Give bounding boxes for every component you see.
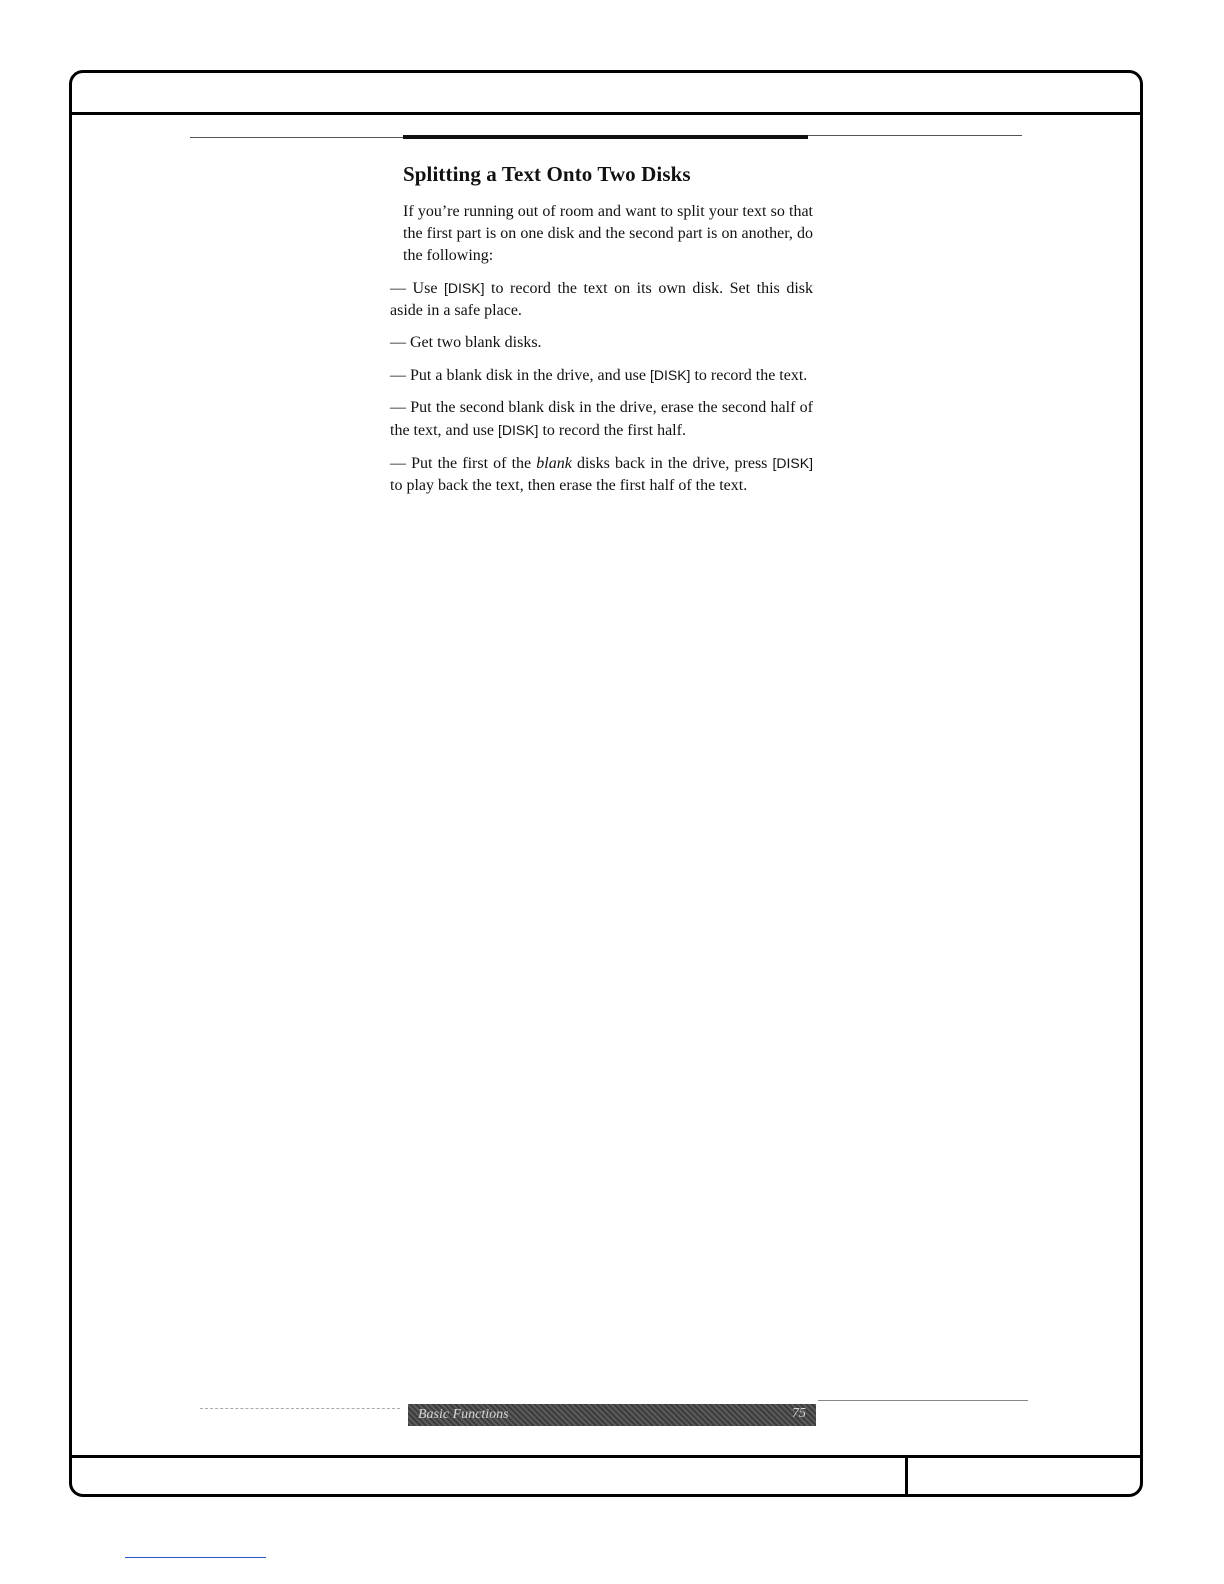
step-1 bbox=[390, 277, 813, 322]
step-1-text: — Use bbox=[390, 280, 444, 297]
step-2-text: — Get two blank disks. bbox=[390, 334, 542, 351]
disk-key-label: [DISK] bbox=[649, 367, 691, 383]
section-heading: Splitting a Text Onto Two Disks bbox=[403, 162, 691, 186]
step-3-text: — Put a blank disk in the drive, and use bbox=[390, 367, 650, 384]
step-3 bbox=[390, 364, 813, 387]
top-rule-left bbox=[190, 137, 404, 138]
step-5-text-mid: disks back in the drive, press bbox=[571, 455, 773, 472]
footer-rule-right bbox=[818, 1400, 1028, 1401]
page-footer-bar bbox=[408, 1404, 816, 1426]
step-3-text-end: to record the text. bbox=[690, 367, 808, 384]
header-band bbox=[72, 73, 1140, 115]
disk-key-label: [DISK] bbox=[772, 455, 813, 471]
link-underline bbox=[125, 1557, 266, 1558]
footer-band bbox=[72, 1455, 1140, 1494]
step-4-text-end: to record the first half. bbox=[538, 422, 686, 439]
top-rule-thick bbox=[403, 135, 808, 139]
step-5 bbox=[390, 452, 813, 497]
step-5-emphasis: blank bbox=[536, 455, 572, 472]
step-5-text: — Put the first of the bbox=[390, 455, 537, 472]
footer-section-title: Basic Functions bbox=[418, 1407, 509, 1422]
step-1-text-end: to record the text on its own disk. Set this disk aside in a safe place. bbox=[390, 280, 813, 319]
disk-key-label: [DISK] bbox=[444, 280, 485, 296]
step-5-text-end: to play back the text, then erase the first half of the text. bbox=[390, 477, 748, 494]
footer-rule-left bbox=[200, 1408, 400, 1409]
disk-key-label: [DISK] bbox=[497, 422, 539, 438]
page-number: 75 bbox=[792, 1406, 806, 1421]
intro-paragraph: If you’re running out of room and want to split your text so that the first part is on one disk and the second part is on another, do the following: bbox=[403, 203, 813, 264]
footer-divider bbox=[905, 1458, 908, 1494]
step-4 bbox=[390, 397, 813, 442]
document-body bbox=[390, 162, 813, 507]
step-4-text: — Put the second blank disk in the drive, erase the second half of the text, and use bbox=[390, 399, 813, 439]
step-2 bbox=[390, 332, 813, 354]
top-rule-right bbox=[808, 135, 1022, 136]
